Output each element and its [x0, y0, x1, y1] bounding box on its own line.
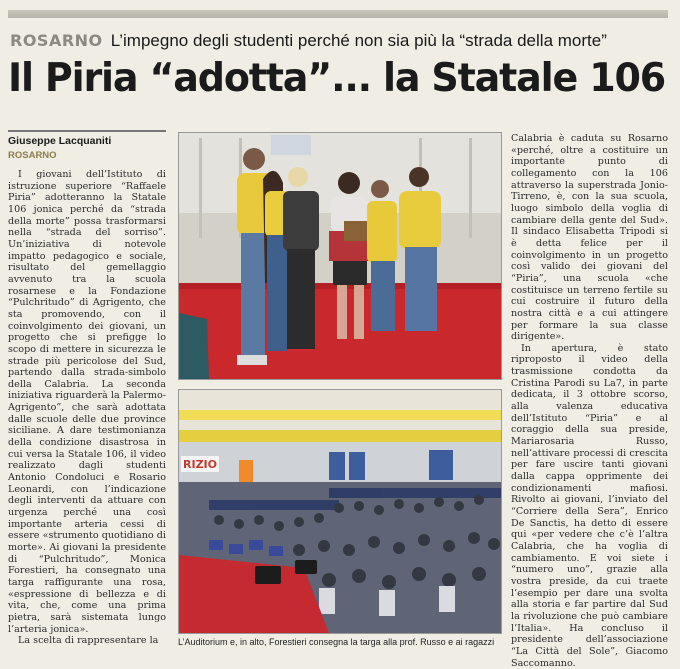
dateline: ROSARNO — [8, 150, 57, 161]
paragraph: La scelta di rappresentare la — [18, 635, 159, 647]
auditorium-banner-text: RIZIO — [183, 458, 217, 471]
paragraph: Calabria è caduta su Rosarno «perché, oltre a costituire un importante punto di collegamento con la 106 attraverso la superstrada Jonio-Tirreno, è, con la sua scuola, luogo simbolo della voglia di cambiare della gente del Sud». Il sindaco Elisabetta Tripodi si è detta felice per il coinvolgimento in un progetto così valido dei giovani del “Piria”, una scuola «che costituisce un terreno fertile su cui costruire il futuro della nostra città e a cui attingere per formare la sua classe dirigente». — [511, 133, 668, 343]
page-top-rule — [8, 10, 668, 18]
photo-caption: L’Auditorium e, in alto, Forestieri consegna la targa alla prof. Russo e ai ragazzi — [178, 637, 495, 647]
photo-ceremony — [178, 132, 502, 380]
byline-rule — [8, 130, 166, 132]
article-column-1 — [8, 169, 166, 655]
paragraph: In apertura, è stato riproposto il video della trasmissione condotta da Cristina Parodi su La7, in parte dedicata, il 3 ottobre scorso, alla valenza educativa dell’Istituto “Piria” e al coraggio della sua preside, Mariarosaria Russo, nell’attivare processi di crescita per fare uscire tanti giovani dalla cappa opprimente dei condizionamenti mafiosi. Rivolto ai giovani, l’inviato del “Corriere della Sera”, Enrico De Sanctis, ha detto di essere qui «per vedere che c’è l’altra Calabria, che ha voglia di cambiamento. E voi siete i “numero uno”, grazie alla vostra preside, da cui traete l’esempio per dare una svolta alla storia e far partire dal Sud la rivoluzione che può cambiare l’Italia». Ha concluso il presidente dell’associazione “La Città del Sole”, Giacomo Saccomanno. — [511, 342, 668, 669]
kicker-subtitle: L’impegno degli studenti perché non sia più la “strada della morte” — [110, 31, 607, 50]
byline-author: Giuseppe Lacquaniti — [8, 135, 112, 147]
kicker — [10, 31, 607, 51]
article-column-3 — [511, 133, 668, 669]
paragraph: I giovani dell’Istituto di istruzione superiore “Raffaele Piria” adotteranno la Statale 106 jonica perché da “strada della morte” possa trasformarsi nella “strada del sorriso”. Un’iniziativa di notevole impatto pedagogico e sociale, risultato del gemellaggio avvenuto tra la scuola rosarnese e la Fondazione “Pulchritudo” di Agrigento, che sta promovendo, con il coinvolgimento dei giovani, un progetto che si prefigge lo scopo di mettere in sicurezza le strade più pericolose del Sud, partendo dalla strada-simbolo della Calabria. La seconda iniziativa riguarderà la Palermo-Agrigento”, che sarà adottata dalle scuole delle due province siciliane. A dare testimonianza della condizione disastrosa in cui versa la Statale 106, il video realizzato dagli studenti Antonio Condoluci e Rosario Leonardi, con l’indicazione degli interventi da attuare con urgenza perché una così importante arteria cessi di essere «strumento quotidiano di morte». Ai giovani la presidente di “Pulchritudo”, Monica Forestieri, ha consegnato una targa raffigurante una rosa, «espressione di bellezza e di vita, che, come una prima pietra, sarà sistemata lungo l’arteria jonica». — [8, 169, 166, 635]
photo-auditorium — [178, 389, 502, 634]
headline: Il Piria “adotta”... la Statale 106 — [8, 56, 666, 101]
kicker-place: ROSARNO — [10, 31, 103, 50]
